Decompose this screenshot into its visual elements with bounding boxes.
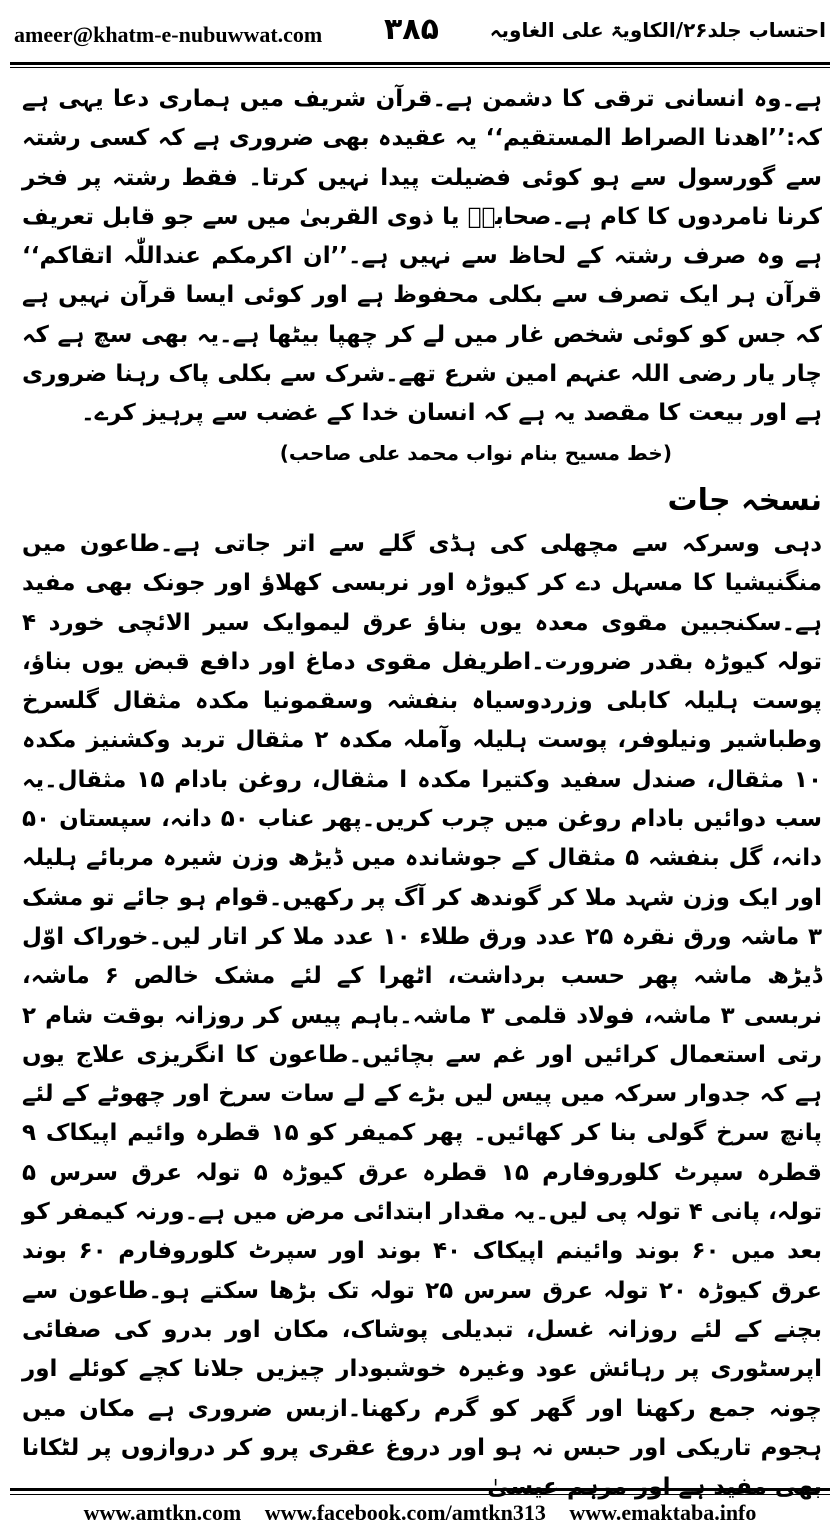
citation: (خط مسیح بنام نواب محمد علی صاحب) [279,440,672,465]
header-rule-thin [10,67,830,68]
footer-rule-thin [10,1494,830,1495]
book-title: احتساب جلد۲۶/الکاویۃ علی الغاویہ [489,18,826,42]
header-email: ameer@khatm-e-nubuwwat.com [14,22,323,47]
footer-link-emaktaba[interactable]: www.emaktaba.info [569,1500,757,1525]
footer-rule [10,1488,830,1491]
section-heading: نسخہ جات [667,482,822,518]
page-footer [0,1500,840,1540]
page-body [22,80,822,1460]
paragraph-2: دہی وسرکہ سے مچھلی کی ہڈی گلے سے اتر جاتی ہے۔طاعون میں منگنیشیا کا مسہل دے کر کیوڑہ اور نربسی کھلاؤ اور جونک بھی مفید ہے۔سکنجبین مقوی معدہ یوں بناؤ عرق لیموایک سیر الائچی خورد ۴ تولہ کیوڑہ بقدر ضرورت۔اطریفل مقوی دماغ اور دافع قبض یوں بناؤ، پوست ہلیلہ کابلی وزردوسیاہ بنفشہ وسقمونیا مکدہ مثقال گلسرخ وطباشیر ونیلوفر، پوست ہلیلہ وآملہ مکدہ ۲ مثقال تربد وکشنیز مکدہ ۱۰ مثقال، صندل سفید وکتیرا مکدہ ا مثقال، روغن بادام ۱۵ مثقال۔یہ سب دوائیں بادام روغن میں چرب کریں۔پھر عناب ۵۰ دانہ، سپستان ۵۰ دانہ، گل بنفشہ ۵ مثقال کے جوشاندہ میں ڈیڑھ وزن شیرہ مربائے ہلیلہ اور ایک وزن شہد ملا کر گوندھ کر آگ پر رکھیں۔قوام ہو جائے تو مشک ۳ ماشہ ورق نقرہ ۲۵ عدد ورق طلاء ۱۰ عدد ملا کر اتار لیں۔خوراک اوّل ڈیڑھ ماشہ پھر حسب برداشت، اٹھرا کے لئے مشک خالص ۶ ماشہ، نربسی ۳ ماشہ، فولاد قلمی ۳ ماشہ۔باہم پیس کر روزانہ بوقت شام ۲ رتی استعمال کرائیں اور غم سے بچائیں۔طاعون کا انگریزی علاج یوں ہے کہ جدوار سرکہ میں پیس لیں بڑے کے لے سات سرخ اور چھوٹے کے لئے پانچ سرخ گولی بنا کر کھائیں۔ پھر کمیفر کو ۱۵ قطرہ وائیم اپیکاک ۹ قطرہ سپرٹ کلوروفارم ۱۵ قطرہ عرق کیوڑہ ۵ تولہ عرق سرس ۵ تولہ، پانی ۴ تولہ پی لیں۔یہ مقدار ابتدائی مرض میں ہے۔ورنہ کیمفر کو بعد میں ۶۰ بوند وائینم اپیکاک ۴۰ بوند اور سپرٹ کلوروفارم ۶۰ بوند عرق کیوڑہ ۲۰ تولہ عرق سرس ۲۵ تولہ تک بڑھا سکتے ہو۔طاعون سے بچنے کے لئے روزانہ غسل، تبدیلی پوشاک، مکان اور بدرو کی صفائی اپرسٹوری پر رہائش عود وغیرہ خوشبودار چیزیں جلانا کچے کوئلے اور چونہ جمع رکھنا اور گھر کو گرم رکھنا۔ازبس ضروری ہے مکان میں ہجوم تاریکی اور حبس نہ ہو اور دروغ عقری پرو کر دروازوں پر لٹکانا [22,530,822,1461]
page-number: ۳۸۵ [384,12,439,47]
footer-link-facebook[interactable]: www.facebook.com/amtkn313 [264,1500,546,1525]
paragraph-1: ہے۔وہ انسانی ترقی کا دشمن ہے۔قرآن شریف میں ہماری دعا یہی ہے کہ:’’اھدنا الصراط المستقیم‘‘ یہ عقیدہ بھی ضروری ہے کہ کسی رشتہ سے گورسول سے ہو کوئی فضیلت پیدا نہیں کرتا۔ فقط رشتہ پر فخر کرنا نامردوں کا کام ہے۔صحابہؓ یا ذوی القربیٰ میں سے جو قابل تعریف ہے وہ صرف رشتہ کے لحاظ سے نہیں ہے۔’’ان اکرمکم عنداللّٰہ اتقاکم‘‘ قرآن ہر ایک تصرف سے بکلی محفوظ ہے اور کوئی ایسا قرآن نہیں ہے کہ جس کو کوئی شخص غار میں لے کر چھپا بیٹھا ہے۔یہ بھی سچ ہے کہ چار یار رضی اللہ عنہم امین شرع تھے۔شرک سے بکلی پاک رہنا ضروری ہے اور بیعت کا مقصد یہ ہے کہ انسان خدا کے غضب سے پرہیز کرے۔ [22,86,822,427]
header-rule [10,62,830,65]
footer-link-website[interactable]: www.amtkn.com [83,1500,242,1525]
